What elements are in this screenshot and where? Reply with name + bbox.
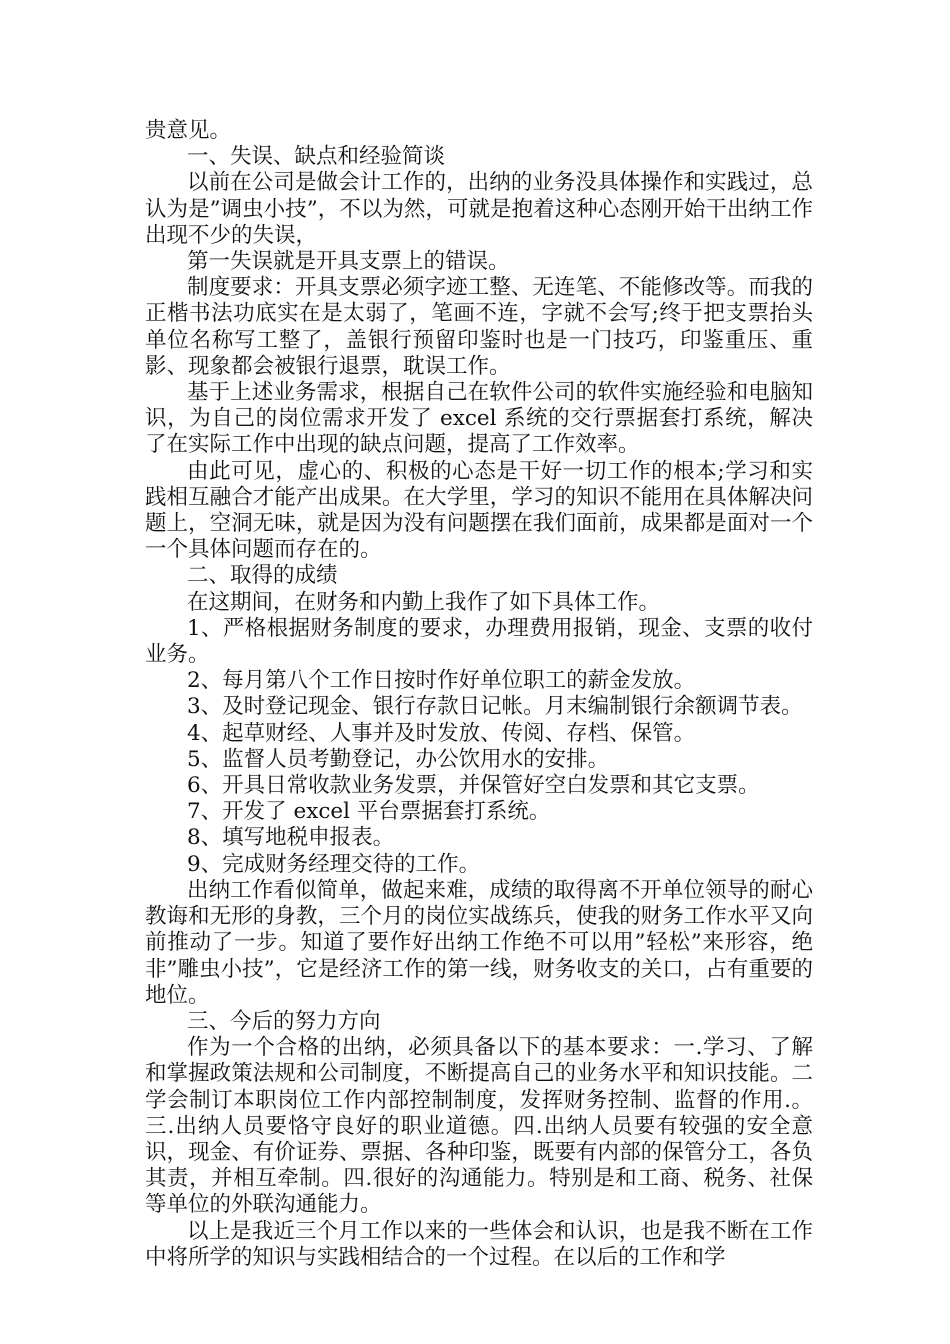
paragraph: 基于上述业务需求，根据自己在软件公司的软件实施经验和电脑知识，为自己的岗位需求开发了 excel 系统的交行票据套打系统，解决了在实际工作中出现的缺点问题，提高了工作效率。 — [145, 380, 813, 458]
paragraph: 在这期间，在财务和内勤上我作了如下具体工作。 — [187, 589, 661, 615]
list-item: 4、起草财经、人事并及时发放、传阅、存档、保管。 — [187, 720, 696, 746]
list-item: 3、及时登记现金、银行存款日记帐。月末编制银行余额调节表。 — [187, 694, 803, 720]
paragraph: 以前在公司是做会计工作的，出纳的业务没具体操作和实践过，总认为是”调虫小技”，不以为然，可就是抱着这种心态刚开始干出纳工作出现不少的失误， — [145, 170, 813, 248]
section-heading-2: 二、取得的成绩 — [187, 563, 338, 589]
list-item: 7、开发了 excel 平台票据套打系统。 — [187, 799, 551, 825]
paragraph: 第一失误就是开具支票上的错误。 — [187, 249, 510, 275]
document-body — [145, 118, 813, 1271]
paragraph: 出纳工作看似简单，做起来难，成绩的取得离不开单位领导的耐心教诲和无形的身教，三个月的岗位实战练兵，使我的财务工作水平又向前推动了一步。知道了要作好出纳工作绝不可以用”轻松”来形容，绝非”雕虫小技”，它是经济工作的第一线，财务收支的关口，占有重要的地位。 — [145, 877, 813, 1008]
list-item: 9、完成财务经理交待的工作。 — [187, 851, 481, 877]
list-item: 5、监督人员考勤登记，办公饮用水的安排。 — [187, 746, 610, 772]
section-heading-3: 三、今后的努力方向 — [187, 1008, 381, 1034]
paragraph: 作为一个合格的出纳，必须具备以下的基本要求：一.学习、了解和掌握政策法规和公司制度，不断提高自己的业务水平和知识技能。二学会制订本职岗位工作内部控制制度，发挥财务控制、监督的作用.。三.出纳人员要恪守良好的职业道德。四.出纳人员要有较强的安全意识，现金、有价证券、票据、各种印鉴，既要有内部的保管分工，各负其责，并相互牵制。四.很好的沟通能力。特别是和工商、税务、社保等单位的外联沟通能力。 — [145, 1035, 813, 1218]
paragraph: 以上是我近三个月工作以来的一些体会和认识，也是我不断在工作中将所学的知识与实践相结合的一个过程。在以后的工作和学 — [145, 1218, 813, 1270]
list-item: 1、严格根据财务制度的要求，办理费用报销，现金、支票的收付业务。 — [145, 615, 813, 668]
paragraph-continuation: 贵意见。 — [145, 118, 232, 143]
paragraph: 由此可见，虚心的、积极的心态是干好一切工作的根本;学习和实践相互融合才能产出成果。在大学里，学习的知识不能用在具体解决问题上，空洞无味，就是因为没有问题摆在我们面前，成果都是面对一个一个具体问题而存在的。 — [145, 458, 813, 563]
list-item: 2、每月第八个工作日按时作好单位职工的薪金发放。 — [187, 668, 696, 694]
list-item: 6、开具日常收款业务发票，并保管好空白发票和其它支票。 — [187, 773, 760, 799]
section-heading-1: 一、失误、缺点和经验简谈 — [187, 144, 446, 170]
paragraph: 制度要求：开具支票必须字迹工整、无连笔、不能修改等。而我的正楷书法功底实在是太弱了，笔画不连，字就不会写;终于把支票抬头单位名称写工整了，盖银行预留印鉴时也是一门技巧，印鉴重压、重影、现象都会被银行退票，耽误工作。 — [145, 275, 813, 379]
list-item: 8、填写地税申报表。 — [187, 825, 395, 851]
